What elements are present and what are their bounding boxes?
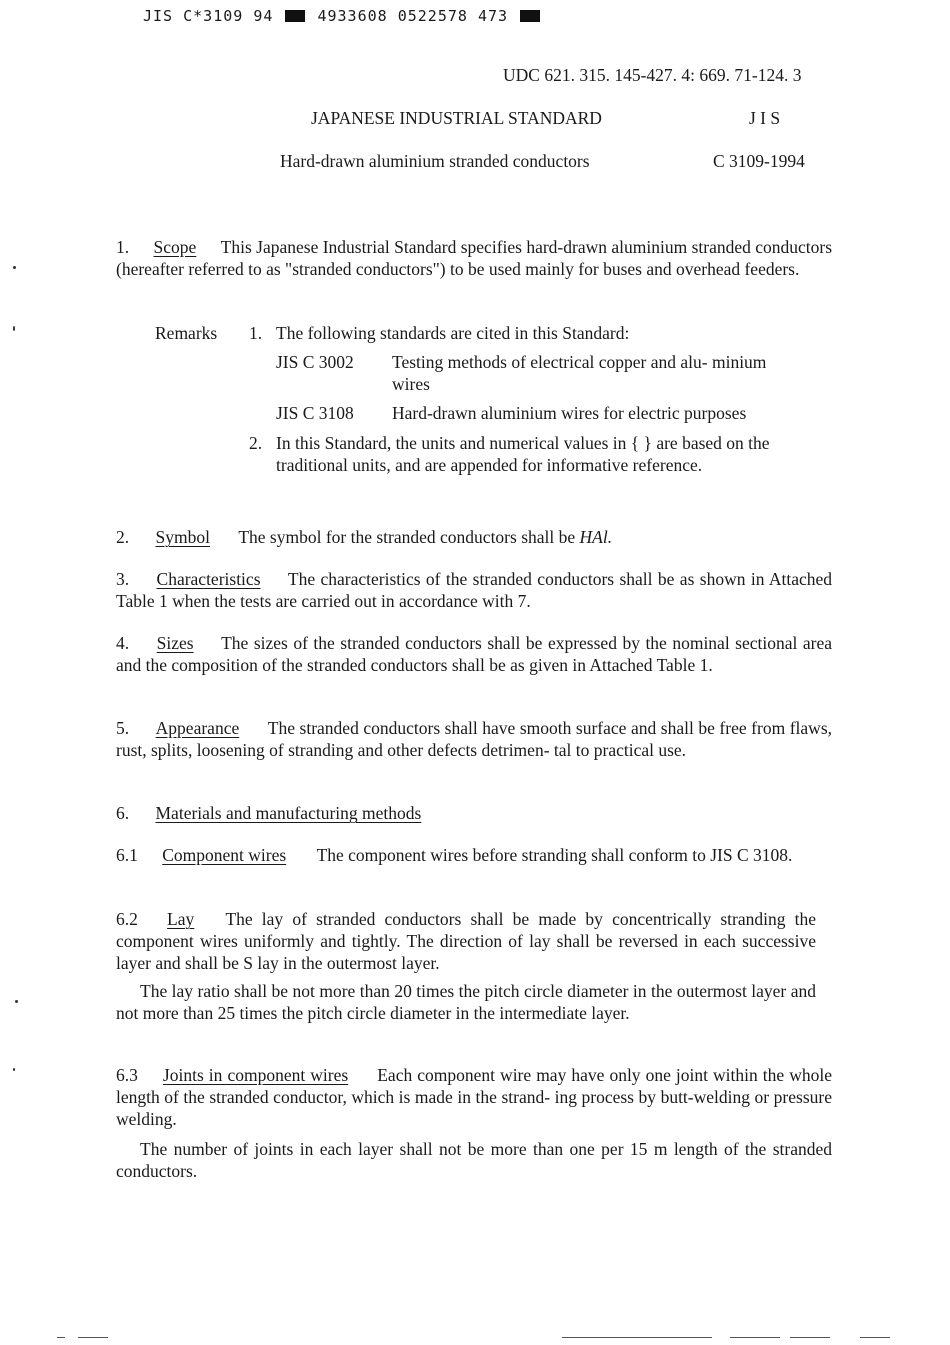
section-1-number: 1. <box>116 237 130 257</box>
section-4-heading: Sizes <box>156 633 194 653</box>
section-6-1-text: The component wires before stranding shall conform to JIS C 3108. <box>316 845 793 865</box>
section-6-1-heading: Component wires <box>162 845 287 865</box>
scan-header-code-b: 4933608 0522578 473 <box>317 7 509 25</box>
section-2-symbol-value: HAl. <box>579 527 613 547</box>
scan-edge-line <box>860 1337 890 1338</box>
section-5-heading: Appearance <box>155 718 240 738</box>
remark-1-text: The following standards are cited in this Standard: <box>276 323 630 343</box>
section-6-3-paragraph-2: The number of joints in each layer shall not be more than one per 15 m length of the stranded conductors. <box>116 1139 832 1181</box>
section-6-3-number: 6.3 <box>116 1065 138 1085</box>
scan-header-code-a: JIS C*3109 94 <box>143 7 274 25</box>
section-6-materials <box>116 802 421 824</box>
section-2-symbol <box>116 526 612 548</box>
section-6-2-text: The lay of stranded conductors shall be made by concentrically stranding the component wires uniformly and tightly. The direction of lay shall be reversed in each successive layer and shall be S lay in the outermost layer. <box>116 909 817 973</box>
scan-speck <box>13 326 15 331</box>
ref-code-jis-c-3002: JIS C 3002 <box>276 352 354 372</box>
section-6-number: 6. <box>116 803 130 823</box>
section-1-text: This Japanese Industrial Standard specifies hard-drawn aluminium stranded conductors (hereafter referred to as "stranded conductors") to be used mainly for buses and overhead feeders. <box>116 237 833 279</box>
ref-title-jis-c-3002: Testing methods of electrical copper and alu- minium wires <box>392 352 767 394</box>
standard-abbr: J I S <box>749 108 781 128</box>
black-block-mark <box>285 10 305 22</box>
scan-edge-line <box>730 1337 780 1338</box>
section-4-number: 4. <box>116 633 130 653</box>
section-5-text: The stranded conductors shall have smooth surface and shall be free from flaws, rust, splits, loosening of stranding and other defects detrimen- tal to practical use. <box>116 718 833 760</box>
remarks-label: Remarks <box>155 323 218 343</box>
section-4-text: The sizes of the stranded conductors shall be expressed by the nominal sectional area and the composition of the stranded conductors shall be as given in Attached Table 1. <box>116 633 833 675</box>
section-1-scope <box>116 236 832 280</box>
section-3-heading: Characteristics <box>156 569 261 589</box>
section-4-sizes <box>116 632 832 676</box>
section-6-3-text: Each component wire may have only one joint within the whole length of the stranded conductor, which is made in the strand- ing process by butt-welding or pressure welding. <box>116 1065 833 1129</box>
scan-speck <box>13 266 16 269</box>
remark-2-number: 2. <box>249 433 263 453</box>
scan-speck <box>15 1000 18 1003</box>
ref-code-jis-c-3108: JIS C 3108 <box>276 403 354 423</box>
remark-1-number: 1. <box>249 323 263 343</box>
section-3-number: 3. <box>116 569 130 589</box>
section-5-number: 5. <box>116 718 130 738</box>
section-6-1-component-wires <box>116 844 832 866</box>
section-6-2-lay <box>116 908 816 974</box>
section-2-heading: Symbol <box>155 527 210 547</box>
ref-title-jis-c-3108: Hard-drawn aluminium wires for electric purposes <box>392 403 747 423</box>
remark-2-text: In this Standard, the units and numerical values in { } are based on the traditional units, and are appended for informative reference. <box>276 433 770 475</box>
standard-number: C 3109-1994 <box>713 151 805 171</box>
section-6-1-number: 6.1 <box>116 845 138 865</box>
standard-org: JAPANESE INDUSTRIAL STANDARD <box>311 108 602 128</box>
section-1-heading: Scope <box>153 237 197 257</box>
section-6-3-heading: Joints in component wires <box>162 1065 349 1085</box>
black-block-mark <box>520 10 540 22</box>
section-3-text: The characteristics of the stranded conductors shall be as shown in Attached Table 1 when the tests are carried out in accordance with 7. <box>116 569 833 611</box>
section-6-2-number: 6.2 <box>116 909 138 929</box>
section-5-appearance <box>116 717 832 761</box>
scan-edge-line <box>57 1337 65 1338</box>
scan-header-code <box>143 7 542 25</box>
udc-classification: UDC 621. 315. 145-427. 4: 669. 71-124. 3 <box>503 65 802 85</box>
section-2-text: The symbol for the stranded conductors shall be <box>238 527 576 547</box>
section-2-number: 2. <box>116 527 130 547</box>
standard-title: Hard-drawn aluminium stranded conductors <box>280 151 590 171</box>
section-6-3-joints <box>116 1064 832 1130</box>
scan-edge-line <box>790 1337 830 1338</box>
section-6-heading: Materials and manufacturing methods <box>155 803 422 823</box>
scan-edge-line <box>562 1337 712 1338</box>
section-6-2-paragraph-2: The lay ratio shall be not more than 20 times the pitch circle diameter in the outermost layer and not more than 25 times the pitch circle diameter in the intermediate layer. <box>116 981 816 1023</box>
scan-edge-line <box>78 1337 108 1338</box>
scan-speck <box>13 1068 15 1071</box>
section-6-2-heading: Lay <box>167 909 195 929</box>
section-3-characteristics <box>116 568 832 612</box>
